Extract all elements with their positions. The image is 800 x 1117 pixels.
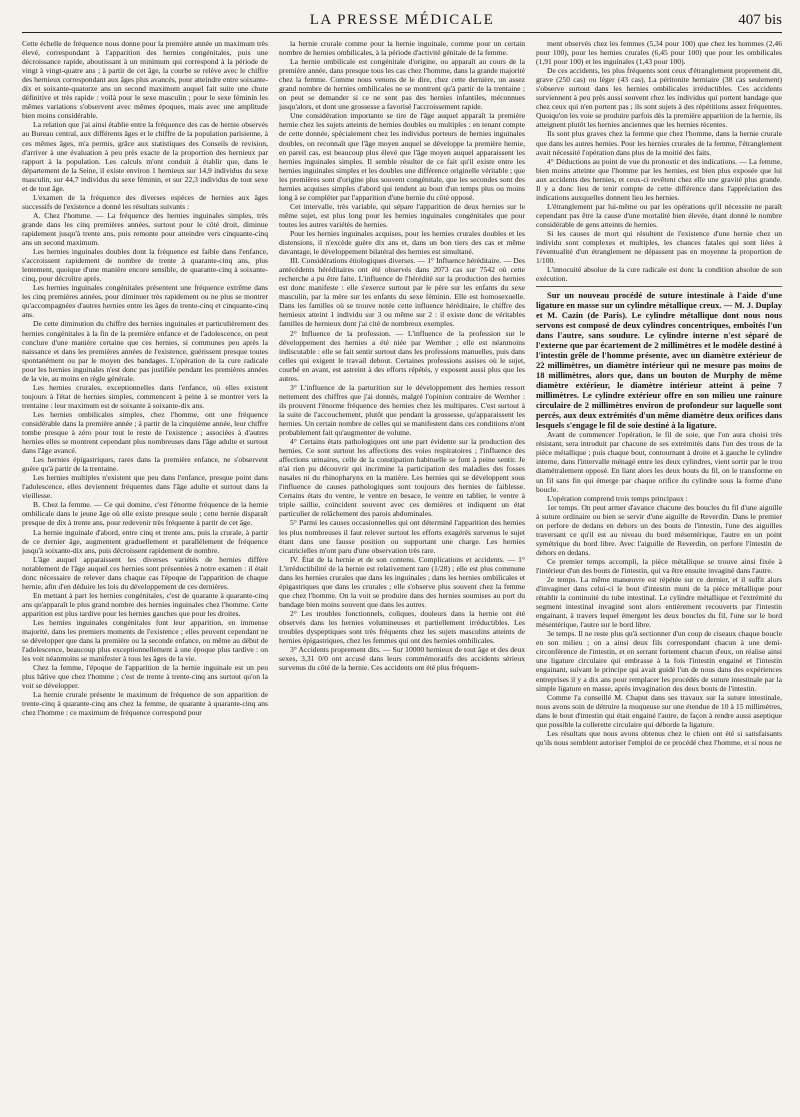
paragraph: Chez la femme, l'époque de l'apparition de la hernie inguinale est un peu plus hâtive que chez l'homme ; c'est de trente à trente-cinq ans surtout qu'on la voit se développer. xyxy=(22,663,268,691)
paragraph: 2° Influence de la profession. — L'influence de la profession sur le développement des hernies a été niée par Wernher ; elle est néanmoins indiscutable : elle se fait sentir surtout dans les professions manuelles, puis dans celles qui exigent le travail debout. Certaines professions assises où le sujet, courbé en avant, est astreint à des efforts répétés, y exposent aussi plus que les autres. xyxy=(279,328,525,383)
paragraph: IV. État de la hernie et de son contenu. Complications et accidents. — 1° L'irréductibilité de la hernie est relativement rare (1/28) ; elle est plus commune dans les hernies crurales que dans les inguinales ; dans les hernies ombilicales et épigastriques que dans les crurales ; elle s'observe plus souvent chez la femme que chez l'homme. On la voit se produire dans des hernies soumises au port du bandage bien moins souvent que dans les autres. xyxy=(279,554,525,609)
paragraph: La hernie inguinale d'abord, entre cinq et trente ans, puis la crurale, à partir de ce dernier âge, augmentent graduellement et parallèlement de fréquence jusqu'à soixante-dix ans, puis décroissent rapidement de nombre. xyxy=(22,527,268,555)
paragraph: Les hernies inguinales congénitales présentent une fréquence extrême dans les cinq premières années, pour diminuer très rapidement ou ne plus se montrer qu'accompagnées d'autres hernies entre les âges de trente-cinq et cinquante-cinq ans. xyxy=(22,283,268,320)
paragraph: L'âge auquel apparaissent les diverses variétés de hernies diffère notablement de l'âge auquel ces hernies sont présentées à notre examen : il était donc nécessaire de relever dans chaque cas l'époque de l'apparition de chaque hernie, afin d'en déduire les lois du développement de ces dernières. xyxy=(22,554,268,591)
paragraph: De cette diminution du chiffre des hernies inguinales et particulièrement des hernies congénitales à la fin de la première enfance et de l'adolescence, on peut conclure d'une manière certaine que ces hernies, si communes peu après la naissance et dans les premières années de l'existence, guérissent presque toutes spontanément ou par le moyen des bandages. L'opération de la cure radicale pour les hernies inguinales n'est donc pas justifiée pendant les premières années de la vie, au moins en règle générale. xyxy=(22,319,268,383)
paragraph: Les hernies inguinales congénitales font leur apparition, en immense majorité, dans les premiers moments de l'existence ; elles peuvent cependant ne se développer que dans la première ou la seconde enfance, ou même au début de l'adolescence, beaucoup plus exceptionnellement à une époque plus tardive : on les voit néanmoins se manifester à tous les âges de la vie. xyxy=(22,618,268,664)
paragraph: La hernie crurale présente le maximum de fréquence de son apparition de trente-cinq à quarante-cinq ans chez la femme, de quarante à quarante-cinq ans chez l'homme : ce maximum de fréquence correspond pour xyxy=(22,690,268,718)
paragraph: la hernie crurale comme pour la hernie inguinale, comme pour un certain nombre de hernies ombilicales, à la période d'activité génitale de la femme. xyxy=(279,39,525,58)
paragraph: Si les causes de mort qui résultent de l'existence d'une hernie chez un individu sont complexes et multiples, les chances fatales qui sont liées à l'éventualité d'un étranglement ne dépassent pas en moyenne la proportion de 1/100. xyxy=(536,228,782,266)
page-number: 407 bis xyxy=(738,12,782,28)
section-divider xyxy=(536,286,782,287)
paragraph: Les résultats que nous avons obtenus chez le chien ont été si satisfaisants qu'ils nous semblent autoriser l'emploi de ce procédé chez l'homme, et si nous ne xyxy=(536,728,782,747)
paragraph: En mettant à part les hernies congénitales, c'est de quarante à quarante-cinq ans qu'apparaît le plus grand nombre des hernies inguinales chez l'homme. Cette apparition est plus tardive pour les hernies gauches que pour les droites. xyxy=(22,590,268,618)
paragraph: 5° Parmi les causes occasionnelles qui ont déterminé l'apparition des hernies les plus nombreuses il faut relever surtout les efforts exagérés survenus le sujet étant dans une fausse position ou supportant une charge. Les hernies cicatricielles m'ont paru d'une observation très rare. xyxy=(279,518,525,555)
paragraph: L'opération comprend trois temps principaux : xyxy=(547,493,688,503)
paragraph: La hernie ombilicale est congénitale d'origine, ou apparaît au cours de la première année, dans presque tous les cas chez l'homme, dans la grande majorité chez la femme. Comme nous venons de le dire, chez cette dernière, un assez grand nombre de hernies ombilicales ne se montrent qu'à partir de la trentaine ; on peut se demander si ce ne sont pas des hernies infantiles, méconnues jusqu'alors, et dont une grossesse a favorisé l'accroissement rapide. xyxy=(279,57,525,112)
paragraph: Les hernies ombilicales simples, chez l'homme, ont une fréquence considérable dans la première année ; à partir de la cinquième année, leur chiffre tombe presque à zéro pour tout le reste de l'existence ; associées à d'autres hernies elles se montrent cependant plus nombreuses dans l'âge adulte et surtout dans l'âge avancé. xyxy=(22,409,268,456)
paragraph: De ces accidents, les plus fréquents sont ceux d'étranglement proprement dit, grave (250 cas) ou léger (43 cas). La péritonite herniaire (38 cas seulement) s'observe surtout dans les hernies ombilicales irréductibles. Ces accidents surviennent à peu près aussi souvent chez les individus qui portent bandage que chez ceux qui n'en portent pas ; ils sont sujets à des répétitions assez fréquentes. Quoiqu'on les voie se produire parfois dès la première apparition de la hernie, ils atteignent plutôt les hernies anciennes que les hernies récentes. xyxy=(536,66,782,130)
article-heading-paragraph: Sur un nouveau procédé de suture intestinale à l'aide d'une ligature en masse sur un cylindre métallique creux. — M. J. Duplay et M. Cazin (de Paris). Le cylindre métallique dont nous nous servons est composé de deux cylindres concentriques, emboîtés l'un dans l'autre, sans soudure. Le cylindre interne n'est séparé de l'externe que par écartement de 2 millimètres et le modèle destiné à l'intestin grêle de l'homme présente, avec un diamètre extérieur de 22 millimètres, un diamètre intérieur qui ne mesure pas moins de 18 millimètres, alors que, dans un bouton de Murphy de même diamètre extérieur, le diamètre intérieur atteint à peine 7 millimètres. Le cylindre extérieur offre en son milieu une rainure circulaire de 2 millimètres environ de profondeur sur laquelle sont percés, aux deux extrémités d'un même diamètre deux orifices dans lesquels s'engage le fil de soie destiné à la ligature. xyxy=(536,290,782,431)
column-right xyxy=(536,39,782,1111)
paragraph: La relation que j'ai ainsi établie entre la fréquence des cas de hernie observés au Bureau central, aux différents âges et le chiffre de la population parisienne, à ces mêmes âges, m'a permis, grâce aux statistiques des Conseils de revision, d'arriver à une évaluation à peu près exacte de la proportion des hernieux par rapport à la population. Les calculs m'ont conduit à établir que, dans le département de la Seine, il existe environ 1 hernieux sur 14,9 individus du sexe masculin, sur 44,7 individus du sexe féminin, et sur 22,3 individus de tout sexe et de tout âge. xyxy=(22,120,268,193)
paragraph: Comme l'a conseillé M. Chaput dans ses travaux sur la suture intestinale, nous avons soin de détruire la muqueuse sur une étendue de 10 à 15 millimètres, dans le bout d'intestin qui était engainé l'autre, de façon à rendre aussi aseptique que possible la collerette circulaire qui déborde la ligature. xyxy=(536,692,782,729)
text-columns xyxy=(22,39,782,1111)
paragraph: Une considération importante se tire de l'âge auquel apparaît la première hernie chez les sujets atteints de hernies doubles ou multiples : en tenant compte de cette donnée, spécialement chez les individus porteurs de hernies inguinales doubles, on reconnaît que l'âge moyen auquel se développe la première hernie, en pareil cas, est beaucoup plus élevé que l'âge moyen auquel apparaissent les hernies inguinales simples. Il semble résulter de ce fait qu'il existe entre les hernies inguinales simples et les doubles une différence originelle véritable ; que les premières sont d'origine plus souvent congénitale, que les secondes sont des hernies acquises simples d'abord qui tendent au bout d'un temps plus ou moins long à se compléter par l'apparition d'une hernie du côté opposé. xyxy=(279,111,525,202)
paragraph: A. Chez l'homme. — La fréquence des hernies inguinales simples, très grande dans les cinq premières années, surtout pour le côté droit, diminue rapidement jusqu'à trente ans, puis remonte pour atteindre vers cinquante-cinq ans un second maximum. xyxy=(22,210,268,248)
paragraph: L'étranglement par lui-même ou par les opérations qu'il nécessite ne paraît cependant pas être la cause d'une mortalité bien élevée, étant donné le nombre considérable de gens atteints de hernies. xyxy=(536,201,782,229)
journal-title: LA PRESSE MÉDICALE xyxy=(309,12,495,28)
paragraph: 4° Déductions au point de vue du pronostic et des indications. — La femme, bien moins atteinte que l'homme par les hernies, est bien plus exposée que lui aux accidents des hernies, et ceux-ci revêtent chez elle une gravité plus grande. Il y a donc lieu de tenir compte de cette différence dans l'appréciation des indications auxquelles donnent lieu les hernies. xyxy=(536,156,782,202)
paragraph: Ils sont plus graves chez la femme que chez l'homme, dans la hernie crurale que dans les autres hernies. Pour les hernies crurales de la femme, l'étranglement avait nécessité l'opération dans plus de la moitié des faits. xyxy=(536,129,782,157)
paragraph: Pour les hernies inguinales acquises, pour les hernies crurales doubles et les distensions, il n'excède guère dix ans et, dans un bon tiers des cas et même davantage, le développement bilatéral des hernies est simultané. xyxy=(279,228,525,257)
paragraph: Ce premier temps accompli, la pièce métallique se trouve ainsi fixée à l'intérieur d'un des bouts de l'intestin, qui va être ensuite invaginé dans l'autre. xyxy=(536,556,782,575)
paragraph: ment observés chez les femmes (5,34 pour 100) que chez les hommes (2,46 pour 100), pour les hernies crurales (6,45 pour 100) que pour les ombilicales (1,91 pour 100) et les inguinales (1,43 pour 100). xyxy=(536,39,782,67)
paragraph: 2° Les troubles fonctionnels, coliques, douleurs dans la hernie ont été observés dans les hernies volumineuses et partiellement irréductibles. Les troubles dyspeptiques sont très fréquents chez les sujets masculins atteints de hernies épigastriques, chez les femmes qui ont des hernies ombilicales. xyxy=(279,608,525,646)
paragraph: L'examen de la fréquence des diverses espèces de hernies aux âges successifs de l'existence a donné les résultats suivants : xyxy=(22,192,268,211)
paragraph: L'innocuité absolue de la cure radicale est donc la condition absolue de son exécution. xyxy=(536,265,782,284)
paragraph: Cette échelle de fréquence nous donne pour la première année un maximum très élevé, correspondant à l'apparition des hernies congénitales, puis une décroissance rapide, aboutissant à un minimum qui correspond à la période de vingt à vingt-quatre ans ; à partir de cet âge, la courbe se relève avec le chiffre des hernieux correspondant aux âges plus avancés, pour atteindre entre soixante-dix et soixante-quatorze ans un second maximum auquel fait suite une chute définitive et très rapide : voilà pour le sexe masculin ; pour le sexe féminin les mêmes variations s'observent avec mêmes époques, mais avec une amplitude bien moins considérable. xyxy=(22,39,268,121)
running-head xyxy=(22,10,782,33)
paragraph: III. Considérations étiologiques diverses. — 1° Influence héréditaire. — Des antécédents héréditaires ont été observés dans 2073 cas sur 7542 où cette recherche a pu être faite. L'influence de l'hérédité sur la production des hernies est donc manifeste : elle s'exerce surtout par le père sur les enfants du sexe masculin, par la mère sur les enfants du sexe féminin. Elle est homosexuelle. Dans les familles où se trouve notée cette influence héréditaire, le chiffre des hernieux atteint 1 individu sur 3 ou même sur 2 : il existe donc de véritables familles de hernieux dont j'ai cité de nombreux exemples. xyxy=(279,256,525,329)
paragraph: Les hernies crurales, exceptionnelles dans l'enfance, où elles existent toujours à l'état de hernies simples, commencent à peine à se montrer vers la trentaine : leur maximum est de soixante à soixante-dix ans. xyxy=(22,382,268,410)
paragraph: 3° Accidents proprement dits. — Sur 10000 hernieux de tout âge et des deux sexes, 3,31 0/0 ont accusé dans leurs commémoratifs des accidents sérieux survenus du côté de la hernie. Ces accidents ont été plus fréquem- xyxy=(279,645,525,673)
paragraph: 3° L'influence de la parturition sur le développement des hernies ressort nettement des chiffres que j'ai donnés, malgré l'opinion contraire de Wernher : ils prouvent l'énorme fréquence des hernies chez les multipares. C'est surtout à la suite de l'accouchement, plutôt que pendant la grossesse, qu'apparaissent les hernies. Un certain nombre de celles qui se manifestent dans ces conditions n'ont probablement fait qu'augmenter de volume. xyxy=(279,382,525,438)
paragraph: Cet intervalle, très variable, qui sépare l'apparition de deux hernies sur le même sujet, est plus long pour les hernies inguinales congénitales que pour toutes les autres variétés de hernies. xyxy=(279,201,525,229)
paragraph: 4° Certains états pathologiques ont une part évidente sur la production des hernies. Ce sont surtout les affections des voies respiratoires ; l'influence des affections urinaires, celle de la constipation habituelle se font à peine sentir. Je n'ai rien pu découvrir qui incrimine la participation des maladies des fosses nasales ni du rhinopharynx en la matière. Les hernies qui se développent sous l'influence de causes pathologiques sont toujours des hernies de faiblesse. Certains états du ventre, le ventre en besace, le ventre en tablier, le ventre à triple saillie, coïncident souvent avec ces dernières et indiquent un état particulier de relâchement des parois abdominales. xyxy=(279,437,525,519)
paragraph: Avant de commencer l'opération, le fil de soie, que l'on aura choisi très résistant, sera introduit par chacune de ses extrémités dans l'un des trous de la pièce métallique ; puis chaque bout, contournant à droite et à gauche le cylindre interne, dans l'intervalle ménagé entre les deux cylindres, vient sortir par le trou diamétralement opposé. En liant alors les deux bouts du fil, on le transforme en un fil sans fin qui émerge par chaque orifice du cylindre sous la forme d'une boucle. xyxy=(536,430,782,494)
paragraph: 2e temps. La même manœuvre est répétée sur ce dernier, et il suffit alors d'invaginer dans celui-ci le bout d'intestin muni de la pièce métallique pour rétablir la continuité du tube intestinal. Le cylindre métallique et l'extrémité du segment intestinal invaginé sont alors entièrement recouverts par l'intestin engainant, à travers lequel émergent les deux boucles du fil, l'une sur le bord mésentérique, l'autre sur le bord libre. xyxy=(536,575,782,630)
paragraph: Les hernies inguinales doubles dont la fréquence est faible dans l'enfance, s'accroissent rapidement de nombre de trente à quarante-cinq ans, plus lentement, quoique d'une manière encore sensible, de quarante-cinq à soixante-cinq, pour décroître après. xyxy=(22,247,268,284)
paragraph: Les hernies épigastriques, rares dans la première enfance, ne s'observent guère qu'à partir de la trentaine. xyxy=(22,455,268,474)
paragraph: 3e temps. Il ne reste plus qu'à sectionner d'un coup de ciseaux chaque boucle en son milieu ; on a ainsi deux fils correspondant chacun à une demi-circonférence de l'intestin, et en serrant fortement chacun d'eux, on réalise ainsi une ligature circulaire qui embrasse à la fois l'intestin engainé et l'intestin engainant, suivant le principe qui avait guidé l'un de nous dans des expériences entreprises il y a dix ans pour remplacer les procédés de suture intestinale par la simple ligature en masse, après invagination des deux bouts de l'intestin. xyxy=(536,629,782,693)
paragraph: Les hernies multiples n'existent que peu dans l'enfance, presque point dans l'adolescence, elles deviennent fréquentes dans l'âge adulte et surtout dans la vieillesse. xyxy=(22,473,268,501)
column-left xyxy=(22,39,268,1111)
paragraph: B. Chez la femme. — Ce qui domine, c'est l'énorme fréquence de la hernie ombilicale dans le jeune âge où elle existe presque seule ; cette hernie disparaît presque de dix à trente ans, pour redevenir très fréquente à partir de cet âge. xyxy=(22,500,268,528)
column-middle xyxy=(279,39,525,1111)
paragraph: 1er temps. On peut armer d'avance chacune des boucles du fil d'une aiguille à suture ordinaire ou bien se servir d'une aiguille de Reverdin. Dans le premier on perfore de dedans en dehors un des bouts de l'intestin, l'une des aiguilles traversant ce qu'il est au niveau du bord mésentérique, l'autre en un point symétrique du bord libre. Avec l'aiguille de Reverdin, on perfore l'intestin de dehors en dedans. xyxy=(536,502,782,557)
